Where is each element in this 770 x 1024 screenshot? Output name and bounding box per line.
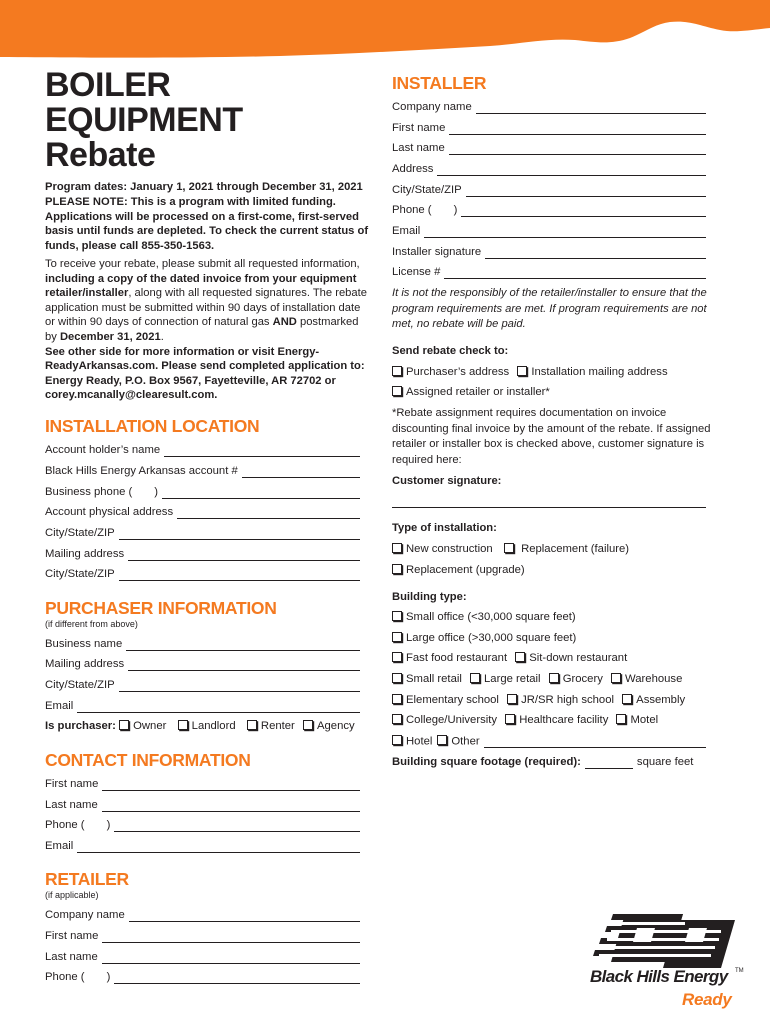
sit-down-restaurant-checkbox[interactable]: Sit-down restaurant [515, 651, 627, 665]
rebate-assignment-note: *Rebate assignment requires documentation on invoice discounting final invoice by the amount of the rebate. If assigned retailer or installer box is checked above, customer signature is required here: [392, 407, 711, 466]
grocery-checkbox[interactable]: Grocery [549, 672, 603, 686]
location-mailing-address-field[interactable]: Mailing address [45, 547, 360, 561]
purchaser-landlord-checkbox[interactable]: Landlord [175, 719, 236, 733]
installation-type-heading: Type of installation: [392, 522, 497, 534]
small-office-checkbox[interactable]: Small office (<30,000 square feet) [392, 610, 576, 624]
contact-first-name-field[interactable]: First name [45, 777, 360, 791]
account-number-field[interactable]: Black Hills Energy Arkansas account # [45, 464, 360, 478]
purchaser-information-heading: PURCHASER INFORMATION [45, 598, 277, 618]
rebate-check-row-1 [392, 365, 673, 379]
mailing-city-state-zip-field[interactable]: City/State/ZIP [45, 567, 360, 581]
contact-phone-field[interactable]: Phone ( ) [45, 818, 360, 832]
account-holder-name-field[interactable]: Account holder’s name [45, 443, 360, 457]
installation-type-row-1 [392, 542, 634, 556]
contact-email-field[interactable]: Email [45, 839, 360, 853]
other-checkbox[interactable]: Other [437, 735, 479, 749]
program-dates: Program dates: January 1, 2021 through December 31, 2021 [45, 181, 363, 193]
elementary-school-checkbox[interactable]: Elementary school [392, 693, 499, 707]
purchaser-subheading: (if different from above) [45, 619, 138, 629]
assembly-checkbox[interactable]: Assembly [622, 693, 685, 707]
purchaser-owner-checkbox[interactable]: Owner [119, 719, 166, 733]
account-physical-address-field[interactable]: Account physical address [45, 505, 360, 519]
building-type-row-6 [392, 713, 663, 727]
retailer-company-name-field[interactable]: Company name [45, 908, 360, 922]
page-title: BOILER EQUIPMENT Rebate [45, 66, 243, 174]
retailer-subheading: (if applicable) [45, 890, 99, 900]
replacement-failure-checkbox[interactable]: Replacement (failure) [501, 542, 629, 556]
building-type-heading: Building type: [392, 591, 467, 603]
assigned-retailer-installer-checkbox[interactable]: Assigned retailer or installer* [392, 385, 550, 399]
retailer-first-name-field[interactable]: First name [45, 929, 360, 943]
large-retail-checkbox[interactable]: Large retail [470, 672, 541, 686]
installer-address-field[interactable]: Address [392, 162, 706, 176]
retailer-last-name-field[interactable]: Last name [45, 950, 360, 964]
logo-wordmark: Black Hills Energy [590, 967, 728, 986]
installer-email-field[interactable]: Email [392, 224, 706, 238]
other-building-type-line[interactable] [484, 737, 706, 748]
installer-last-name-field[interactable]: Last name [392, 141, 706, 155]
replacement-upgrade-checkbox[interactable]: Replacement (upgrade) [392, 563, 525, 577]
installer-heading: INSTALLER [392, 73, 487, 93]
new-construction-checkbox[interactable]: New construction [392, 542, 493, 556]
location-city-state-zip-field[interactable]: City/State/ZIP [45, 526, 360, 540]
purchaser-business-name-field[interactable]: Business name [45, 637, 360, 651]
purchaser-address-checkbox[interactable]: Purchaser’s address [392, 365, 509, 379]
college-university-checkbox[interactable]: College/University [392, 713, 497, 727]
installation-type-row-2 [392, 563, 530, 577]
installation-location-heading: INSTALLATION LOCATION [45, 416, 260, 436]
building-type-row-2 [392, 631, 581, 645]
building-type-row-7 [392, 734, 706, 748]
installer-city-state-zip-field[interactable]: City/State/ZIP [392, 183, 706, 197]
retailer-heading: RETAILER [45, 869, 129, 889]
hotel-checkbox[interactable]: Hotel [392, 735, 432, 749]
building-square-footage-field[interactable]: Building square footage (required): square feet [392, 756, 694, 768]
building-type-row-4 [392, 672, 687, 686]
building-type-row-3 [392, 651, 632, 665]
rebate-check-row-2 [392, 385, 555, 399]
header-mountain-band [0, 0, 770, 60]
purchaser-agency-checkbox[interactable]: Agency [303, 719, 355, 733]
installer-phone-field[interactable]: Phone ( ) [392, 203, 706, 217]
contact-last-name-field[interactable]: Last name [45, 798, 360, 812]
large-office-checkbox[interactable]: Large office (>30,000 square feet) [392, 631, 576, 645]
motel-checkbox[interactable]: Motel [616, 713, 658, 727]
fast-food-restaurant-checkbox[interactable]: Fast food restaurant [392, 651, 507, 665]
logo-tagline: Ready [682, 990, 732, 1009]
business-phone-field[interactable]: Business phone ( ) [45, 485, 360, 499]
instructions-text: To receive your rebate, please submit all requested information, including a copy of the dated invoice from your equipment retailer/installer, along with all requested signatures. The rebate application must be submitted within 90 days of installation date or within 90 days of connection of natural gas AND postmarked by December 31, 2021. See other side for more information or visit Energy-ReadyArkansas.com. Please send completed application to: Energy Ready, P.O. Box 9567, Fayetteville, AR 72702 or corey.mcanally@clearesult.com. [45, 258, 367, 402]
contact-information-heading: CONTACT INFORMATION [45, 750, 251, 770]
installation-mailing-address-checkbox[interactable]: Installation mailing address [517, 365, 667, 379]
purchaser-city-state-zip-field[interactable]: City/State/ZIP [45, 678, 360, 692]
rebate-check-heading: Send rebate check to: [392, 345, 509, 357]
purchaser-email-field[interactable]: Email [45, 699, 360, 713]
purchaser-mailing-address-field[interactable]: Mailing address [45, 657, 360, 671]
installer-first-name-field[interactable]: First name [392, 121, 706, 135]
installer-signature-field[interactable]: Installer signature [392, 245, 706, 259]
small-retail-checkbox[interactable]: Small retail [392, 672, 462, 686]
installer-disclaimer: It is not the responsibly of the retailer/installer to ensure that the program requirements are met. If program requirements are not met, no rebate will be paid. [392, 287, 707, 330]
warehouse-checkbox[interactable]: Warehouse [611, 672, 682, 686]
customer-signature-line[interactable] [392, 506, 706, 508]
retailer-phone-field[interactable]: Phone ( ) [45, 970, 360, 984]
building-type-row-1 [392, 610, 581, 624]
purchaser-renter-checkbox[interactable]: Renter [244, 719, 295, 733]
jr-sr-high-school-checkbox[interactable]: JR/SR high school [507, 693, 614, 707]
installer-company-name-field[interactable]: Company name [392, 100, 706, 114]
is-purchaser-row [45, 719, 360, 733]
is-purchaser-label: Is purchaser: [45, 720, 116, 732]
square-footage-line[interactable] [585, 758, 633, 769]
funding-note: PLEASE NOTE: This is a program with limited funding. Applications will be processed on a first-come, first-served basis until funds are depleted. To check the current status of funds, please call 855-350-1563. [45, 196, 369, 252]
building-type-row-5 [392, 693, 690, 707]
logo-trademark: TM [735, 968, 744, 974]
customer-signature-label: Customer signature: [392, 475, 502, 487]
healthcare-facility-checkbox[interactable]: Healthcare facility [505, 713, 608, 727]
installer-license-field[interactable]: License # [392, 265, 706, 279]
